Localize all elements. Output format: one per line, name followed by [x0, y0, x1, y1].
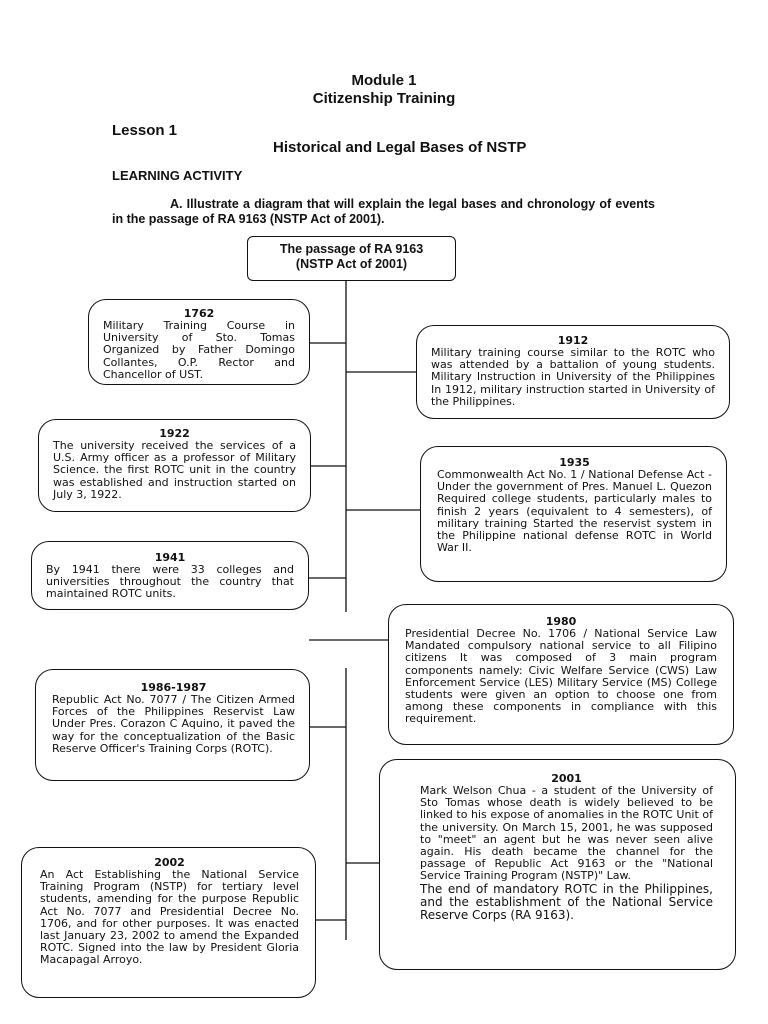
root-line-1: The passage of RA 9163 — [279, 242, 424, 256]
event-box-1762 — [88, 299, 310, 385]
event-text: Military training course similar to the ROTC who was attended by a battalion of young students. Military Instruction in University of the Philippines In 1912, military instruction started in University of the Philippines. — [431, 346, 715, 408]
event-text: Mark Welson Chua - a student of the University of Sto Tomas whose death is widely believed to be linked to his expose of anomalies in the ROTC Unit of the university. On March 15, 2001, he was supposed to "meet" an agent but he was never seen alive again. His death became the channel for the passage of Republic Act 9163 or the "National Service Training Program (NSTP)" Law. — [420, 784, 713, 883]
section-heading: LEARNING ACTIVITY — [112, 168, 243, 183]
activity-instruction-text: A. Illustrate a diagram that will explain the legal bases and chronology of events in the passage of RA 9163 (NSTP Act of 2001). — [112, 197, 655, 226]
event-text: The university received the services of a U.S. Army officer as a professor of Military Science. the first ROTC unit in the country was established and instruction started on July 3, 1922. — [53, 439, 296, 501]
event-year: 1922 — [159, 427, 190, 440]
event-box-1941 — [31, 541, 309, 610]
event-box-2001 — [379, 759, 736, 970]
event-text: Military Training Course in University of Sto. Tomas Organized by Father Domingo Collantes, O.P. Rector and Chancellor of UST. — [103, 319, 295, 381]
event-year: 1941 — [154, 551, 186, 564]
event-year: 2001 — [551, 772, 582, 785]
event-year: 1980 — [545, 615, 577, 628]
event-year: 2002 — [154, 856, 185, 869]
event-year: 1762 — [183, 307, 215, 320]
root-line-2: (NSTP Act of 2001) — [295, 257, 408, 271]
event-year: 1912 — [557, 334, 589, 347]
event-text: An Act Establishing the National Service Training Program (NSTP) for tertiary level students, amending for the purpose Republic Act No. 7077 and Presidential Decree No. 1706, and for other purposes. It was enacted last January 23, 2002 to amend the Expanded ROTC. Signed into the law by President Gloria Macapagal Arroyo. — [40, 868, 299, 967]
event-year: 1986-1987 — [140, 681, 207, 694]
event-text-continued: The end of mandatory ROTC in the Philippines, and the establishment of the National Service Reserve Corps (RA 9163). — [420, 881, 713, 922]
event-box-1935 — [420, 446, 727, 582]
event-text: Presidential Decree No. 1706 / National Service Law Mandated compulsory national service to all Filipino citizens It was composed of 3 main program components namely: Civic Welfare Service (CWS) Law Enforcement Service (LES) Military Service (MS) College students were given an option to choose one from among these components in compliance with this requirement. — [405, 627, 717, 726]
event-text: By 1941 there were 33 colleges and universities throughout the country that maintained ROTC units. — [46, 563, 294, 601]
event-box-1922 — [38, 419, 311, 512]
event-text: Republic Act No. 7077 / The Citizen Armed Forces of the Philippines Reservist Law Under Pres. Corazon C Aquino, it paved the way for the conceptualization of the Basic Reserve Officer's Training Corps (ROTC). — [52, 693, 295, 755]
root-node — [247, 236, 456, 281]
event-box-2002 — [21, 847, 316, 998]
event-year: 1935 — [559, 456, 590, 469]
module-label: Module 1 — [351, 72, 417, 89]
lesson-title: Historical and Legal Bases of NSTP — [273, 139, 527, 156]
event-box-1980 — [388, 604, 734, 745]
module-title: Citizenship Training — [312, 90, 456, 107]
event-box-1986-1987 — [35, 669, 310, 781]
lesson-label: Lesson 1 — [112, 122, 178, 139]
event-text: Commonwealth Act No. 1 / National Defense Act - Under the government of Pres. Manuel L. Quezon Required college students, particularly males to finish 2 years (equivalent to 4 semesters), of military training Started the reservist system in the Philippine national defense ROTC in World War II. — [437, 468, 712, 555]
event-box-1912 — [416, 325, 730, 419]
